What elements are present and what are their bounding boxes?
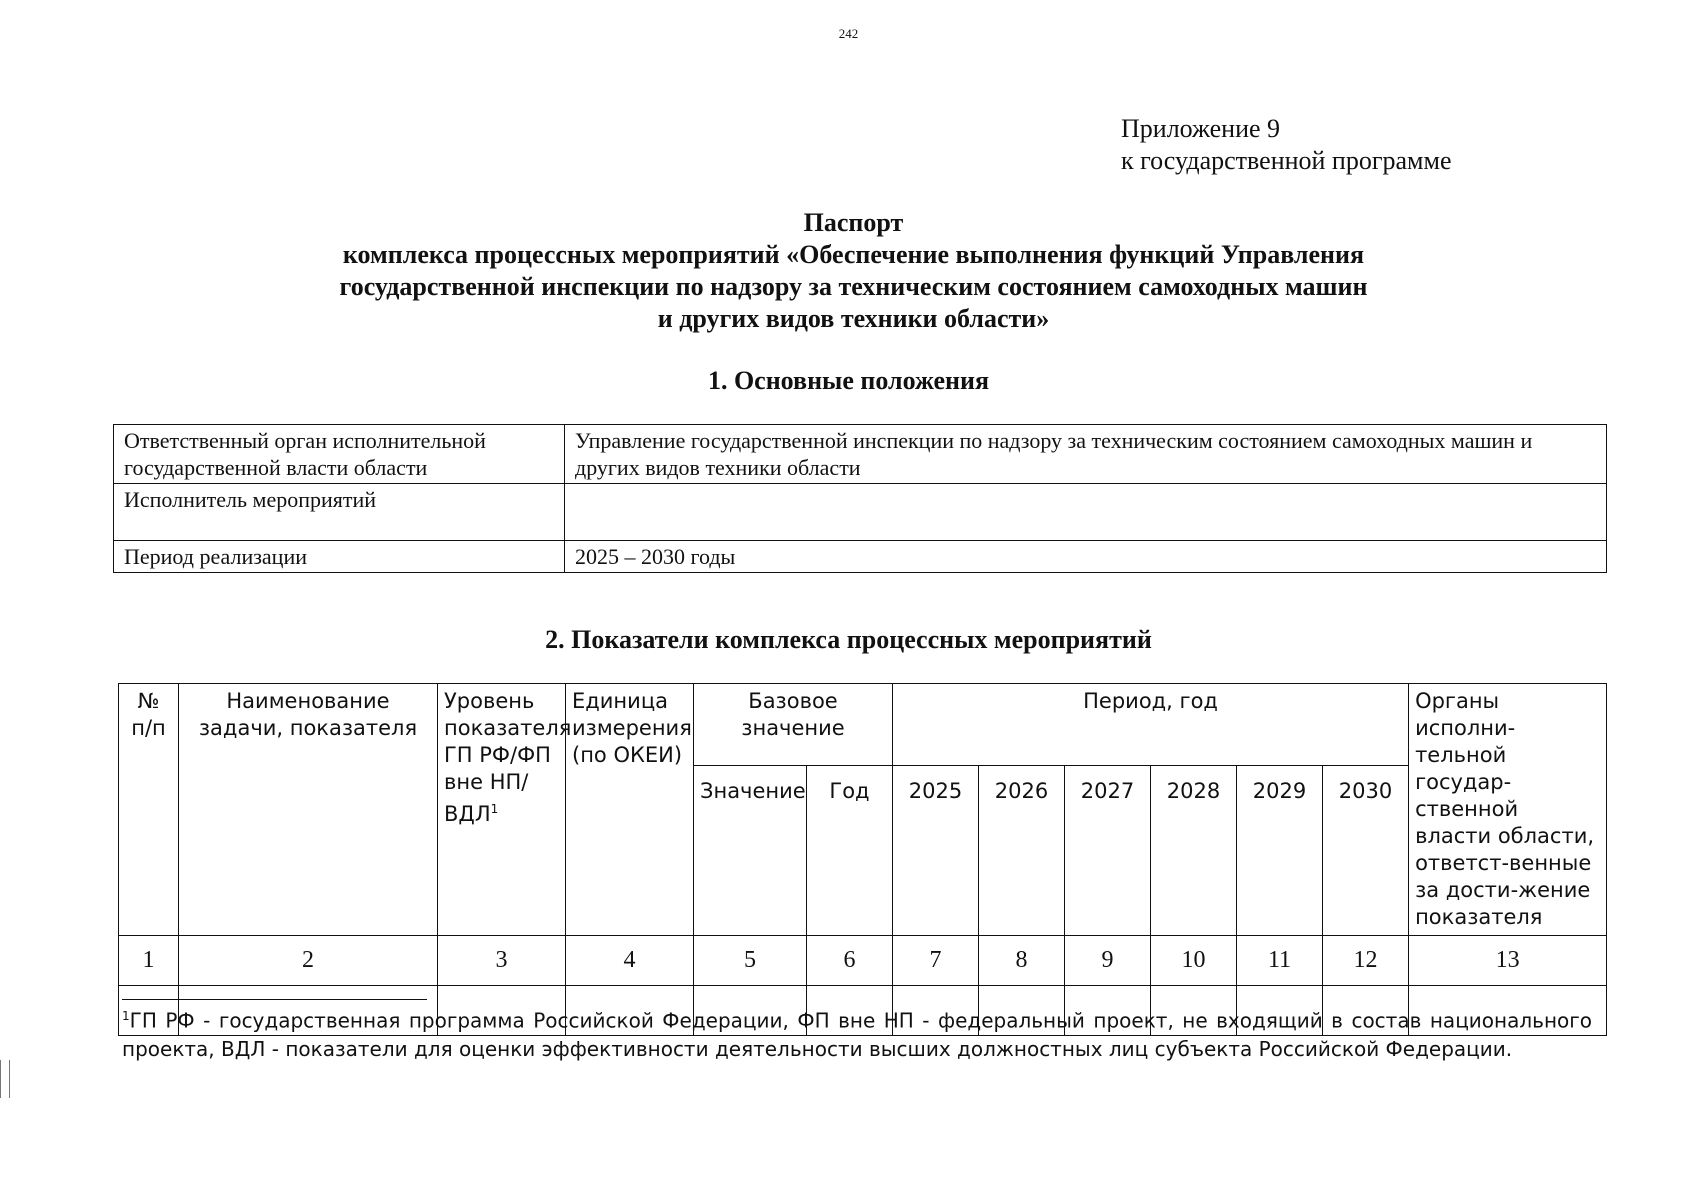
row-value: 2025 – 2030 годы: [565, 541, 1607, 573]
column-number: 8: [979, 936, 1065, 986]
column-number: 10: [1151, 936, 1237, 986]
column-number-row: [119, 936, 1607, 986]
column-number: 2: [179, 936, 438, 986]
header-year: 2025: [893, 766, 979, 936]
table-row: [114, 425, 1607, 484]
column-number: 4: [566, 936, 694, 986]
row-label: Период реализации: [114, 541, 565, 573]
indicators-table: [118, 683, 1607, 1036]
column-number: 11: [1237, 936, 1323, 986]
table-row: [114, 484, 1607, 541]
basic-provisions-table: [113, 424, 1607, 573]
footnote-separator: [122, 999, 427, 1000]
header-year: 2029: [1237, 766, 1323, 936]
appendix-line-1: Приложение 9: [1121, 114, 1281, 143]
title-line-1: Паспорт: [803, 208, 904, 237]
column-number: 3: [438, 936, 566, 986]
header-year: 2027: [1065, 766, 1151, 936]
header-base: Базовое значение: [694, 684, 893, 766]
header-base-year: Год: [807, 766, 893, 936]
document-title: [130, 207, 1577, 335]
header-level: [438, 684, 572, 936]
appendix-note: [1121, 113, 1452, 177]
footnote: [122, 1002, 1592, 1063]
header-organs: Органы исполни-тельной государ-ственной власти области, ответст-венные за дости-жение показателя: [1409, 684, 1607, 936]
column-number: 12: [1323, 936, 1409, 986]
title-line-3: государственной инспекции по надзору за техническим состоянием самоходных машин: [339, 272, 1368, 301]
section-2-heading: 2. Показатели комплекса процессных мероприятий: [545, 625, 1152, 654]
row-label: Исполнитель мероприятий: [114, 484, 565, 541]
column-number: 6: [807, 936, 893, 986]
column-number: 5: [694, 936, 807, 986]
column-number: 7: [893, 936, 979, 986]
row-label: Ответственный орган исполнительной государственной власти области: [114, 425, 565, 484]
page-number: 242: [838, 26, 859, 41]
header-year: 2028: [1151, 766, 1237, 936]
row-value: Управление государственной инспекции по надзору за техническим состоянием самоходных машин и других видов техники области: [565, 425, 1607, 484]
header-level-text: Уровень показателя ГП РФ/ФП вне НП/ВДЛ: [444, 689, 572, 826]
table-row: [114, 541, 1607, 573]
footnote-ref: 1: [490, 802, 499, 816]
section-1-heading: 1. Основные положения: [707, 366, 990, 395]
footnote-marker: 1: [122, 1009, 130, 1023]
header-name: Наименование задачи, показателя: [179, 684, 438, 936]
header-year: 2026: [979, 766, 1065, 936]
appendix-line-2: к государственной программе: [1121, 146, 1452, 175]
column-number: 1: [119, 936, 179, 986]
header-period: Период, год: [893, 684, 1409, 766]
scan-margin-mark: [0, 1060, 10, 1098]
header-num: № п/п: [119, 684, 179, 936]
header-year: 2030: [1323, 766, 1409, 936]
header-row: [119, 684, 1607, 766]
row-value: [565, 484, 1607, 541]
column-number: 13: [1409, 936, 1607, 986]
header-unit: Единица измерения (по ОКЕИ): [566, 684, 694, 936]
title-line-4: и других видов техники области»: [657, 304, 1050, 333]
title-line-2: комплекса процессных мероприятий «Обеспечение выполнения функций Управления: [342, 240, 1365, 269]
footnote-text: ГП РФ - государственная программа Российской Федерации, ФП вне НП - федеральный проект, не входящий в состав национального проекта, ВДЛ - показатели для оценки эффективности деятельности высших должностных лиц субъекта Российской Федерации.: [122, 1008, 1592, 1061]
header-base-value: Значение: [694, 766, 807, 936]
column-number: 9: [1065, 936, 1151, 986]
